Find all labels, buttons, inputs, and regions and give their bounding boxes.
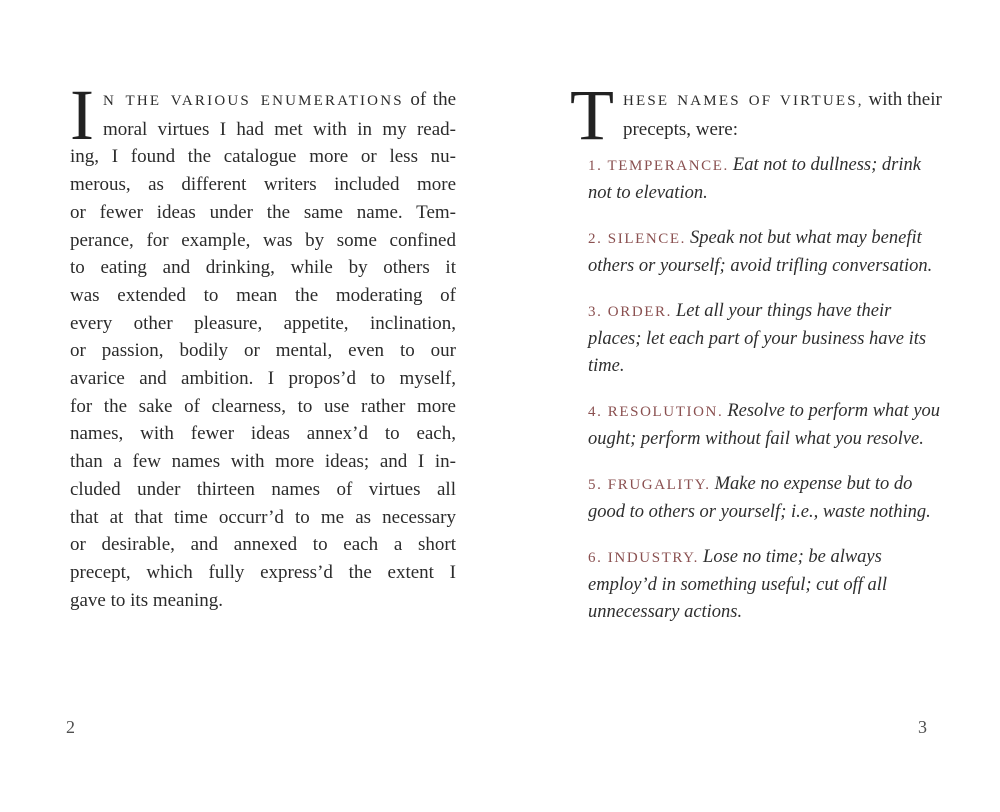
drop-cap-letter: T xyxy=(570,75,614,155)
heading-second-line: precepts, were: xyxy=(622,118,738,140)
virtue-precept-line: not to elevation. xyxy=(588,183,708,203)
virtue-precept-line: ought; perform without fail what you resolve. xyxy=(588,429,924,449)
virtue-label: 2. SILENCE. xyxy=(588,231,687,247)
paragraph-line: for the sake of clearness, to use rather more xyxy=(70,395,456,417)
virtue-label: 5. FRUGALITY. xyxy=(588,477,711,493)
virtue-item xyxy=(588,398,941,453)
small-caps-opening: N THE VARIOUS ENUMERATIONS xyxy=(102,93,404,109)
paragraph-line: or desirable, and annexed to each a short xyxy=(70,534,456,556)
paragraph-line: ing, I found the catalogue more or less nu- xyxy=(70,146,456,168)
paragraph-line: names, with fewer ideas annex’d to each, xyxy=(70,423,456,445)
paragraph-line: was extended to mean the moderating of xyxy=(70,284,456,306)
left-paragraph xyxy=(70,75,456,614)
paragraph-lines xyxy=(70,116,456,615)
paragraph-first-line xyxy=(70,86,456,116)
page-number-left: 2 xyxy=(66,717,75,737)
virtue-first-line: 3. ORDER. Let all your things have their xyxy=(588,301,892,321)
page-number-right: 3 xyxy=(918,717,927,737)
paragraph-line: avarice and ambition. I propos’d to myself, xyxy=(70,368,456,390)
virtue-precept-line: unnecessary actions. xyxy=(588,602,743,622)
first-line-rest: of the xyxy=(403,89,456,110)
virtue-item xyxy=(588,471,933,526)
paragraph-line: or fewer ideas under the same name. Tem- xyxy=(70,201,456,223)
virtue-first-line: 2. SILENCE. Speak not but what may benefit xyxy=(588,228,922,248)
right-heading xyxy=(570,75,942,155)
virtue-first-line: 1. TEMPERANCE. Eat not to dullness; drink xyxy=(588,155,921,175)
paragraph-line: than a few names with more ideas; and I in- xyxy=(70,451,456,473)
paragraph-line: every other pleasure, appetite, inclination, xyxy=(70,312,456,334)
virtue-first-line: 5. FRUGALITY. Make no expense but to do xyxy=(588,474,913,494)
paragraph-line: merous, as different writers included more xyxy=(70,174,456,196)
virtue-item xyxy=(588,298,933,380)
virtue-item xyxy=(588,152,933,207)
virtue-label: 3. ORDER. xyxy=(588,304,672,320)
virtue-label: 6. INDUSTRY. xyxy=(588,550,700,566)
paragraph-line: that at that time occurr’d to me as necessary xyxy=(70,506,456,528)
virtue-item xyxy=(588,225,933,280)
virtue-list xyxy=(588,152,941,644)
paragraph-line: gave to its meaning. xyxy=(70,589,224,611)
virtue-first-line: 6. INDUSTRY. Lose no time; be always xyxy=(588,547,882,567)
virtue-precept-line: good to others or yourself; i.e., waste nothing. xyxy=(588,502,931,522)
paragraph-line: precept, which fully express’d the extent I xyxy=(70,561,456,583)
paragraph-line: or passion, bodily or mental, even to our xyxy=(70,340,456,362)
paragraph-line: perance, for example, was by some confined xyxy=(70,229,456,251)
virtue-precept-line: others or yourself; avoid trifling conversation. xyxy=(588,256,933,276)
small-caps-opening: HESE NAMES OF VIRTUES, xyxy=(622,93,864,109)
virtue-label: 1. TEMPERANCE. xyxy=(588,158,729,174)
paragraph-line: cluded under thirteen names of virtues all xyxy=(70,478,456,500)
virtue-precept-line: employ’d in something useful; cut off all xyxy=(588,575,888,595)
paragraph-line: to eating and drinking, while by others it xyxy=(70,257,456,279)
drop-cap-letter: I xyxy=(70,75,94,155)
virtue-label: 4. RESOLUTION. xyxy=(588,404,724,420)
heading-first-line xyxy=(570,86,942,116)
paragraph-line: moral virtues I had met with in my read- xyxy=(102,118,456,140)
first-line-rest: with their xyxy=(863,89,942,110)
virtue-precept-line: places; let each part of your business have its xyxy=(588,329,927,349)
virtue-precept-line: time. xyxy=(588,356,625,376)
virtue-first-line: 4. RESOLUTION. Resolve to perform what you xyxy=(588,401,941,421)
virtue-item xyxy=(588,544,933,626)
